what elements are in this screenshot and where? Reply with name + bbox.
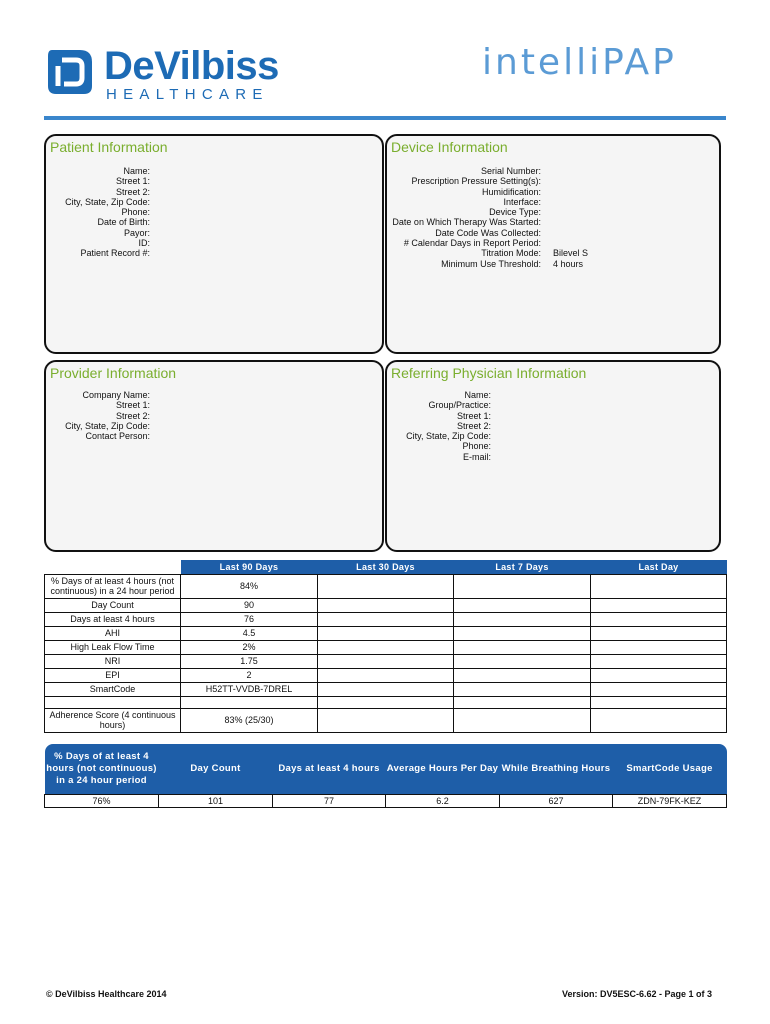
device-field-row <box>389 166 621 176</box>
table-row <box>45 668 727 682</box>
physician-field-label: E-mail: <box>462 451 491 462</box>
device-field-value: Bilevel S <box>553 248 589 259</box>
patient-field-label: Name: <box>123 166 150 176</box>
stats-cell <box>591 654 727 668</box>
device-field-row <box>389 176 621 186</box>
compliance-values-row <box>45 794 727 807</box>
therapy-stats-table <box>44 560 727 733</box>
stats-cell: 76 <box>181 612 318 626</box>
stats-cell <box>318 668 454 682</box>
stats-row-label: Day Count <box>45 598 181 612</box>
patient-field-label: Street 1: <box>115 176 150 187</box>
compliance-summary-table <box>44 744 727 808</box>
stats-cell <box>591 612 727 626</box>
device-field-label: Minimum Use Threshold: <box>441 258 541 269</box>
provider-field-label: Company Name: <box>82 390 150 400</box>
compliance-header-row <box>45 744 727 794</box>
table-row <box>45 708 727 732</box>
patient-field-row <box>48 187 150 197</box>
device-field-value <box>541 197 621 207</box>
patient-field-label: Phone: <box>121 207 150 218</box>
version-page-text: Version: DV5ESC-6.62 - Page 1 of 3 <box>561 989 712 999</box>
stats-cell <box>591 668 727 682</box>
stats-column-header: Last 30 Days <box>318 560 454 574</box>
device-field-row <box>389 228 621 238</box>
brand-subtitle: HEALTHCARE <box>106 86 269 103</box>
stats-cell <box>591 708 727 732</box>
patient-field-label: Payor: <box>123 227 150 238</box>
product-name: intelliPAP <box>482 42 677 83</box>
stats-row-label: AHI <box>45 626 181 640</box>
patient-field-label: Date of Birth: <box>97 217 150 228</box>
device-field-value <box>541 176 621 186</box>
table-row <box>45 612 727 626</box>
stats-cell: 2 <box>181 668 318 682</box>
physician-field-row <box>389 411 491 421</box>
stats-cell <box>454 574 591 598</box>
patient-field-label: Patient Record #: <box>80 248 150 259</box>
stats-cell <box>591 626 727 640</box>
stats-row-label: % Days of at least 4 hours (not continuous) in a 24 hour period <box>45 574 181 598</box>
stats-cell <box>454 612 591 626</box>
device-field-value <box>541 238 621 248</box>
table-row <box>45 626 727 640</box>
stats-cell: 2% <box>181 640 318 654</box>
stats-cell: 84% <box>181 574 318 598</box>
patient-field-label: City, State, Zip Code: <box>65 196 150 207</box>
device-field-label: Titration Mode: <box>481 248 541 259</box>
physician-information-title: Referring Physician Information <box>391 365 587 381</box>
table-row <box>45 682 727 696</box>
devilbiss-logo-icon <box>46 46 96 98</box>
provider-field-row <box>48 411 150 421</box>
physician-field-label: Street 2: <box>456 420 491 431</box>
stats-cell: 4.5 <box>181 626 318 640</box>
stats-cell <box>318 708 454 732</box>
provider-fields <box>48 390 150 441</box>
device-field-row <box>389 238 621 248</box>
physician-field-row <box>389 441 491 451</box>
stats-cell <box>318 682 454 696</box>
stats-cell <box>454 598 591 612</box>
stats-column-header: Last 7 Days <box>454 560 591 574</box>
stats-cell <box>318 626 454 640</box>
patient-field-row <box>48 166 150 176</box>
device-field-value <box>541 217 621 227</box>
table-row <box>45 598 727 612</box>
patient-field-row <box>48 217 150 227</box>
stats-cell: 90 <box>181 598 318 612</box>
stats-cell <box>454 654 591 668</box>
stats-row-label: EPI <box>45 668 181 682</box>
stats-column-header: Last 90 Days <box>181 560 318 574</box>
provider-field-label: Street 2: <box>115 410 150 421</box>
device-field-label: Prescription Pressure Setting(s): <box>411 176 541 187</box>
table-row <box>45 696 727 708</box>
device-field-row <box>389 217 621 227</box>
stats-cell <box>454 708 591 732</box>
patient-field-label: Street 2: <box>115 186 150 197</box>
patient-information-panel <box>44 134 384 354</box>
provider-information-title: Provider Information <box>50 365 177 381</box>
stats-cell <box>591 640 727 654</box>
physician-field-row <box>389 400 491 410</box>
table-row <box>45 654 727 668</box>
physician-field-label: City, State, Zip Code: <box>406 431 491 442</box>
compliance-cell: 101 <box>159 794 273 807</box>
patient-field-row <box>48 248 150 258</box>
physician-field-label: Street 1: <box>456 410 491 421</box>
device-information-panel <box>385 134 721 354</box>
device-field-row <box>389 207 621 217</box>
physician-field-label: Phone: <box>462 441 491 452</box>
stats-cell <box>591 682 727 696</box>
patient-information-title: Patient Information <box>50 139 168 155</box>
stats-cell: 1.75 <box>181 654 318 668</box>
stats-row-label: SmartCode <box>45 682 181 696</box>
compliance-cell: 6.2 <box>386 794 500 807</box>
stats-cell <box>454 696 591 708</box>
stats-cell <box>591 574 727 598</box>
physician-information-panel <box>385 360 721 552</box>
device-field-value <box>541 187 621 197</box>
physician-fields <box>389 390 491 462</box>
stats-row-label: NRI <box>45 654 181 668</box>
stats-cell <box>454 640 591 654</box>
copyright-text: © DeVilbiss Healthcare 2014 <box>46 989 167 999</box>
physician-field-row <box>389 390 491 400</box>
physician-field-row <box>389 431 491 441</box>
device-field-value <box>541 228 621 238</box>
stats-cell: H52TT-VVDB-7DREL <box>181 682 318 696</box>
compliance-cell: 627 <box>500 794 613 807</box>
device-field-value <box>541 207 621 217</box>
stats-cell <box>318 696 454 708</box>
stats-cell <box>454 626 591 640</box>
stats-cell: 83% (25/30) <box>181 708 318 732</box>
stats-cell <box>318 612 454 626</box>
compliance-cell: 77 <box>273 794 386 807</box>
table-row <box>45 640 727 654</box>
stats-cell <box>454 682 591 696</box>
provider-information-panel <box>44 360 384 552</box>
device-field-row <box>389 248 621 258</box>
patient-field-row <box>48 197 150 207</box>
stats-row-label <box>45 696 181 708</box>
device-field-label: Date on Which Therapy Was Started: <box>392 217 541 228</box>
device-field-row <box>389 197 621 207</box>
provider-field-row <box>48 421 150 431</box>
provider-field-row <box>48 390 150 400</box>
stats-row-label: Days at least 4 hours <box>45 612 181 626</box>
brand-name: DeVilbiss <box>104 44 279 88</box>
patient-field-row <box>48 228 150 238</box>
device-field-label: # Calendar Days in Report Period: <box>403 238 541 249</box>
compliance-column-header: While Breathing Hours <box>500 744 613 794</box>
compliance-cell: ZDN-79FK-KEZ <box>613 794 727 807</box>
patient-fields <box>48 166 150 259</box>
physician-field-row <box>389 421 491 431</box>
compliance-column-header: % Days of at least 4 hours (not continuous) in a 24 hour period <box>45 744 159 794</box>
device-fields <box>389 166 621 269</box>
stats-header-corner <box>45 560 181 574</box>
stats-row-label: Adherence Score (4 continuous hours) <box>45 708 181 732</box>
device-field-label: Interface: <box>503 196 541 207</box>
device-field-row <box>389 187 621 197</box>
compliance-cell: 76% <box>45 794 159 807</box>
provider-field-row <box>48 400 150 410</box>
stats-column-header: Last Day <box>591 560 727 574</box>
device-information-title: Device Information <box>391 139 508 155</box>
provider-field-label: City, State, Zip Code: <box>65 420 150 431</box>
provider-field-row <box>48 431 150 441</box>
stats-cell <box>318 598 454 612</box>
stats-cell <box>591 598 727 612</box>
patient-field-label: ID: <box>138 238 150 249</box>
stats-cell <box>181 696 318 708</box>
table-row <box>45 574 727 598</box>
compliance-column-header: SmartCode Usage <box>613 744 727 794</box>
device-field-value <box>541 166 621 176</box>
patient-field-row <box>48 176 150 186</box>
stats-cell <box>318 640 454 654</box>
device-field-row <box>389 259 621 269</box>
stats-cell <box>318 574 454 598</box>
device-field-label: Date Code Was Collected: <box>435 227 541 238</box>
provider-field-label: Street 1: <box>115 400 150 411</box>
compliance-column-header: Day Count <box>159 744 273 794</box>
device-field-value: 4 hours <box>553 258 584 269</box>
physician-field-label: Group/Practice: <box>428 400 491 411</box>
stats-cell <box>454 668 591 682</box>
device-field-label: Humidification: <box>481 186 541 197</box>
device-field-label: Device Type: <box>489 207 541 218</box>
device-field-label: Serial Number: <box>480 166 541 176</box>
physician-field-label: Name: <box>464 390 491 400</box>
provider-field-label: Contact Person: <box>85 431 150 442</box>
stats-cell <box>318 654 454 668</box>
patient-field-row <box>48 207 150 217</box>
compliance-column-header: Average Hours Per Day <box>386 744 500 794</box>
patient-field-row <box>48 238 150 248</box>
stats-cell <box>591 696 727 708</box>
stats-header-row <box>45 560 727 574</box>
physician-field-row <box>389 452 491 462</box>
compliance-column-header: Days at least 4 hours <box>273 744 386 794</box>
stats-row-label: High Leak Flow Time <box>45 640 181 654</box>
header-divider <box>44 116 726 120</box>
